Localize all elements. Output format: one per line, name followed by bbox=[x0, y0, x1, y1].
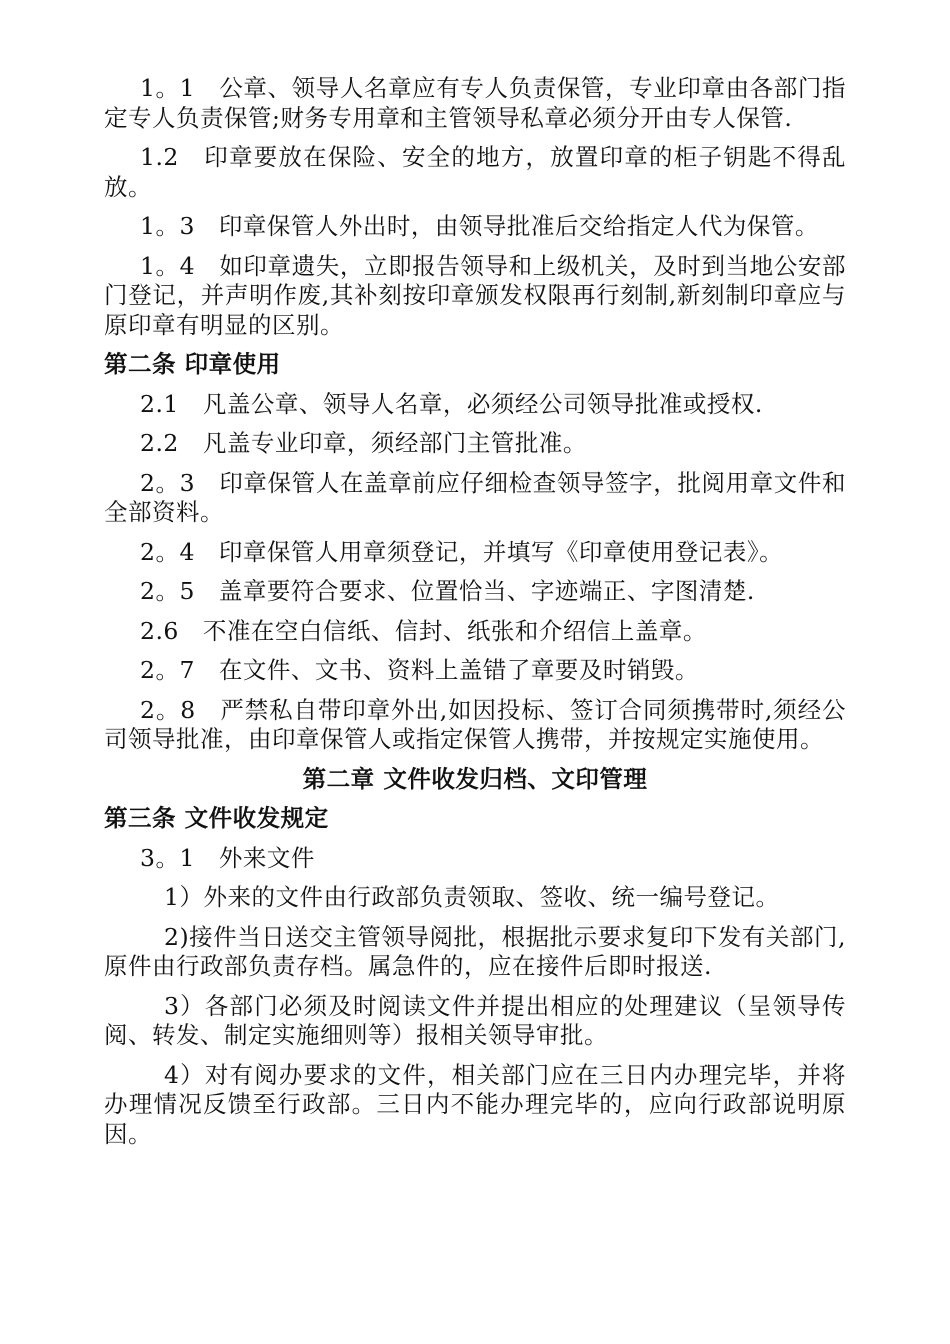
paragraph-2-5: 2。5 盖章要符合要求、位置恰当、字迹端正、字图清楚. bbox=[140, 577, 755, 605]
list-item-2: 2)接件当日送交主管领导阅批，根据批示要求复印下发有关部门,原件由行政部负责存档。属急件的，应在接件后即时报送. bbox=[104, 922, 846, 980]
chapter-2-heading: 第二章 文件收发归档、文印管理 bbox=[302, 764, 648, 793]
paragraph-3-1: 3。1 外来文件 bbox=[140, 843, 315, 872]
paragraph-1-3: 1。3 印章保管人外出时，由领导批准后交给指定人代为保管。 bbox=[140, 212, 819, 240]
article-2-heading: 第二条 印章使用 bbox=[104, 350, 281, 378]
paragraph-2-7: 2。7 在文件、文书、资料上盖错了章要及时销毁。 bbox=[140, 656, 699, 684]
paragraph-2-6: 2.6 不准在空白信纸、信封、纸张和介绍信上盖章。 bbox=[140, 616, 707, 645]
paragraph-2-3: 2。3 印章保管人在盖章前应仔细检查领导签字，批阅用章文件和全部资料。 bbox=[104, 468, 846, 526]
paragraph-2-4: 2。4 印章保管人用章须登记，并填写《印章使用登记表》。 bbox=[140, 537, 784, 566]
paragraph-1-2: 1.2 印章要放在保险、安全的地方，放置印章的柜子钥匙不得乱放。 bbox=[104, 143, 846, 201]
paragraph-2-1: 2.1 凡盖公章、领导人名章，必须经公司领导批准或授权. bbox=[140, 389, 763, 418]
paragraph-1-4: 1。4 如印章遗失，立即报告领导和上级机关，及时到当地公安部门登记，并声明作废,其补刻按印章颁发权限再行刻制,新刻制印章应与原印章有明显的区别。 bbox=[104, 251, 846, 339]
paragraph-1-1: 1。1 公章、领导人名章应有专人负责保管，专业印章由各部门指定专人负责保管;财务专用章和主管领导私章必须分开由专人保管. bbox=[104, 74, 846, 132]
paragraph-2-8: 2。8 严禁私自带印章外出,如因投标、签订合同须携带时,须经公司领导批准，由印章保管人或指定保管人携带，并按规定实施使用。 bbox=[104, 695, 846, 753]
article-3-heading: 第三条 文件收发规定 bbox=[104, 804, 329, 832]
list-item-1: 1）外来的文件由行政部负责领取、签收、统一编号登记。 bbox=[164, 883, 780, 911]
list-item-4: 4）对有阅办要求的文件，相关部门应在三日内办理完毕，并将办理情况反馈至行政部。三日内不能办理完毕的，应向行政部说明原因。 bbox=[104, 1060, 846, 1148]
paragraph-2-2: 2.2 凡盖专业印章，须经部门主管批准。 bbox=[140, 429, 587, 457]
document-page bbox=[104, 74, 846, 1159]
list-item-3: 3）各部门必须及时阅读文件并提出相应的处理建议（呈领导传阅、转发、制定实施细则等）报相关领导审批。 bbox=[104, 991, 846, 1049]
